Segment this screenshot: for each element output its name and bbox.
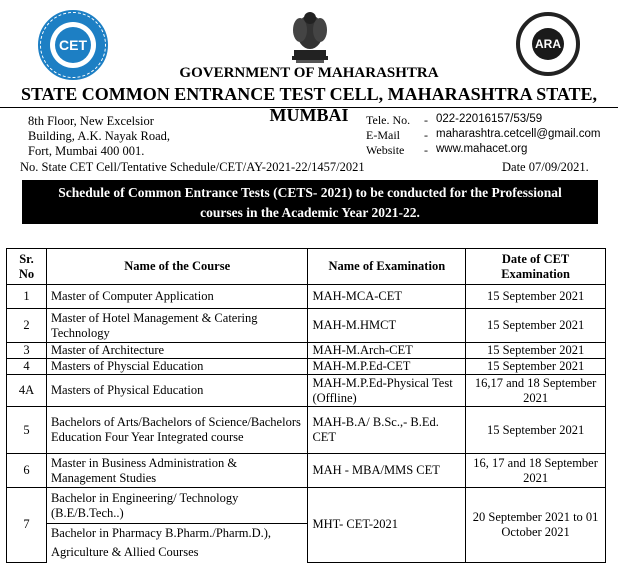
- contact-tele-value: 022-22016157/53/59: [436, 113, 543, 125]
- cell-date: 15 September 2021: [466, 407, 606, 454]
- cell-date: 15 September 2021: [466, 359, 606, 375]
- banner-line-2: courses in the Academic Year 2021-22.: [200, 205, 420, 220]
- cell-exam: MHT- CET-2021: [308, 488, 466, 563]
- contact-tele-label: Tele. No.: [366, 113, 411, 127]
- cell-date: 15 September 2021: [466, 309, 606, 343]
- cell-sr: 3: [7, 343, 47, 359]
- cet-logo-text: CET: [55, 27, 91, 63]
- cell-exam: MAH-M.HMCT: [308, 309, 466, 343]
- cell-course: Masters of Physcial Education: [46, 359, 308, 375]
- cell-exam: MAH - MBA/MMS CET: [308, 454, 466, 488]
- table-row: [7, 309, 606, 343]
- cell-sr: 2: [7, 309, 47, 343]
- contact-email-value[interactable]: maharashtra.cetcell@gmail.com: [436, 128, 601, 140]
- contact-dash: -: [424, 143, 428, 157]
- table-row: [7, 488, 606, 524]
- table-row: [7, 454, 606, 488]
- contact-website-label: Website: [366, 143, 405, 157]
- schedule-table: [6, 248, 606, 563]
- course-agriculture: Agriculture & Allied Courses: [50, 545, 199, 559]
- cell-course: [46, 524, 308, 563]
- cell-title: STATE COMMON ENTRANCE TEST CELL, MAHARASHTRA STATE, MUMBAI: [20, 84, 598, 125]
- header-sr: Sr. No: [7, 249, 47, 285]
- address-line-3: Fort, Mumbai 400 001.: [28, 144, 145, 158]
- ara-logo-text: ARA: [532, 28, 564, 60]
- table-row: [7, 285, 606, 309]
- contact-dash: -: [424, 113, 428, 127]
- cell-date: 20 September 2021 to 01 October 2021: [466, 488, 606, 563]
- cell-sr: 5: [7, 407, 47, 454]
- state-emblem-icon: [288, 6, 332, 66]
- cell-course: Master in Business Administration & Management Studies: [46, 454, 308, 488]
- cell-sr: 4: [7, 359, 47, 375]
- header-course: Name of the Course: [46, 249, 308, 285]
- cell-sr: 7: [7, 488, 47, 563]
- cell-course: Masters of Physical Education: [46, 375, 308, 407]
- schedule-banner: [22, 180, 598, 224]
- banner-line-1: Schedule of Common Entrance Tests (CETS- 2021) to be conducted for the Professional: [58, 185, 562, 200]
- cell-course: Bachelor in Engineering/ Technology (B.E/B.Tech..): [46, 488, 308, 524]
- contact-website-value[interactable]: www.mahacet.org: [436, 143, 528, 155]
- table-row: [7, 343, 606, 359]
- address-line-2: Building, A.K. Nayak Road,: [28, 129, 171, 143]
- table-row: [7, 407, 606, 454]
- cell-sr: 1: [7, 285, 47, 309]
- cell-sr: 4A: [7, 375, 47, 407]
- reference-number: No. State CET Cell/Tentative Schedule/CET/AY-2021-22/1457/2021: [20, 160, 365, 174]
- header-divider: [0, 107, 618, 108]
- cell-date: 15 September 2021: [466, 285, 606, 309]
- cell-date: 16,17 and 18 September 2021: [466, 375, 606, 407]
- course-pharmacy: Bachelor in Pharmacy B.Pharm./Pharm.D.),: [50, 526, 272, 540]
- cell-course: Master of Architecture: [46, 343, 308, 359]
- government-title: GOVERNMENT OF MAHARASHTRA: [179, 65, 439, 81]
- cell-exam: MAH-M.P.Ed-CET: [308, 359, 466, 375]
- cell-date: 15 September 2021: [466, 343, 606, 359]
- table-row: [7, 359, 606, 375]
- header-exam: Name of Examination: [308, 249, 466, 285]
- address-line-1: 8th Floor, New Excelsior: [28, 114, 154, 128]
- header-date: Date of CET Examination: [466, 249, 606, 285]
- cell-exam: MAH-MCA-CET: [308, 285, 466, 309]
- cell-exam: MAH-B.A/ B.Sc.,- B.Ed. CET: [308, 407, 466, 454]
- contact-email-label: E-Mail: [366, 128, 400, 142]
- cell-course: Bachelors of Arts/Bachelors of Science/Bachelors Education Four Year Integrated course: [46, 407, 308, 454]
- contact-dash: -: [424, 128, 428, 142]
- cell-course: Master of Computer Application: [46, 285, 308, 309]
- table-header-row: [7, 249, 606, 285]
- table-row: [7, 375, 606, 407]
- cell-date: 16, 17 and 18 September 2021: [466, 454, 606, 488]
- cell-course: Master of Hotel Management & Catering Technology: [46, 309, 308, 343]
- reference-date: Date 07/09/2021.: [502, 160, 589, 174]
- cell-exam: MAH-M.Arch-CET: [308, 343, 466, 359]
- cell-sr: 6: [7, 454, 47, 488]
- cell-exam: MAH-M.P.Ed-Physical Test (Offline): [308, 375, 466, 407]
